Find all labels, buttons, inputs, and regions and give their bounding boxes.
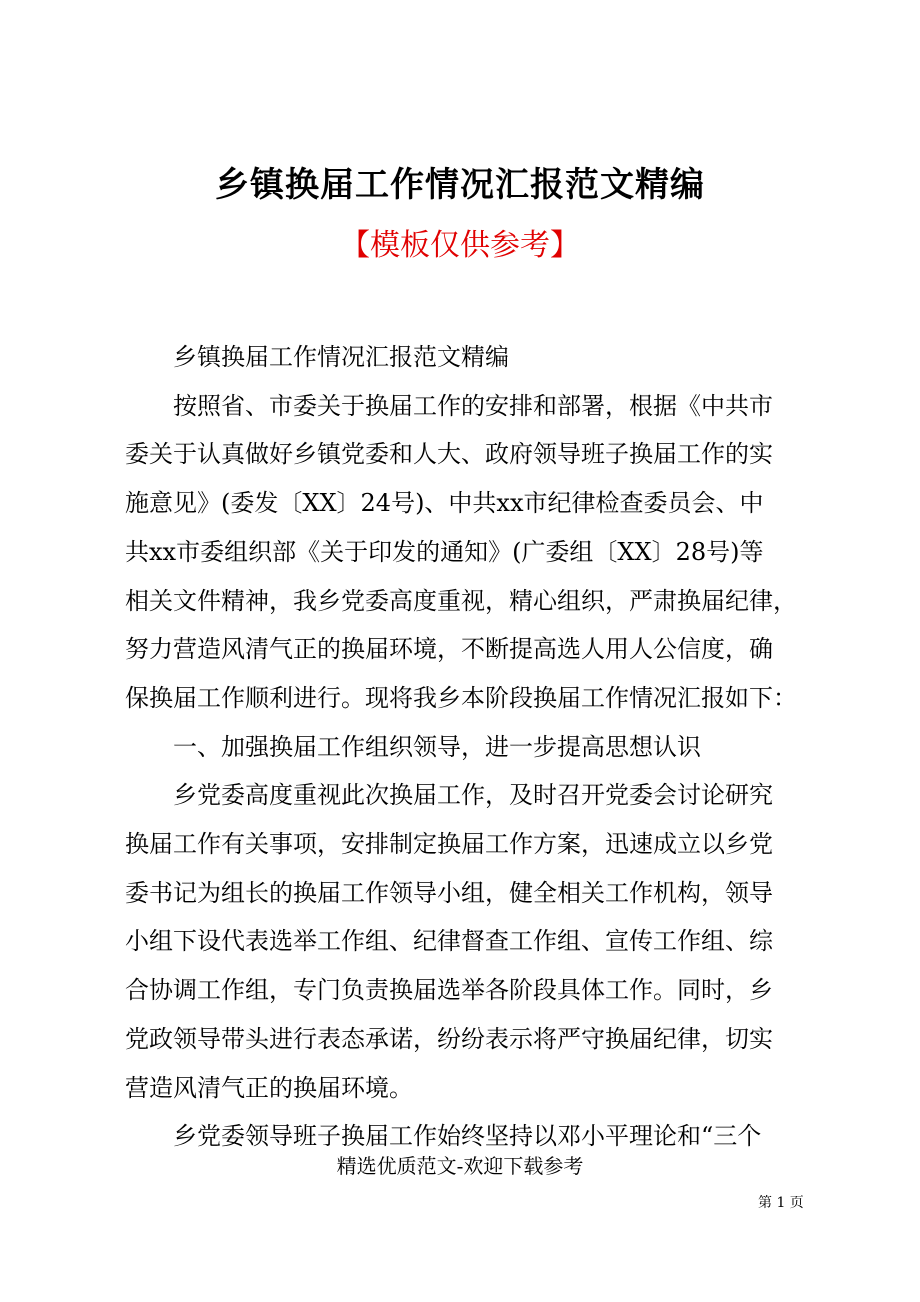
text-line: 合协调工作组，专门负责换届选举各阶段具体工作。同时，乡 xyxy=(125,976,773,1005)
text-line: 一、加强换届工作组织领导，进一步提高思想认识 xyxy=(173,732,701,761)
text-line: 相关文件精神，我乡党委高度重视，精心组织，严肃换届纪律， xyxy=(125,586,797,615)
paragraph-section-1 xyxy=(125,771,801,1112)
text-line: 换届工作有关事项，安排制定换届工作方案，迅速成立以乡党 xyxy=(125,830,773,859)
text-line: 努力营造风清气正的换届环境，不断提高选人用人公信度，确 xyxy=(125,635,773,664)
text-line: 按照省、市委关于换届工作的安排和部署，根据《中共市 xyxy=(173,391,773,420)
template-notice: 【模板仅供参考】 xyxy=(340,228,580,263)
text-line: 保换届工作顺利进行。现将我乡本阶段换届工作情况汇报如下： xyxy=(125,683,797,712)
page-number: 第 1 页 xyxy=(758,1195,804,1211)
document-title: 乡镇换届工作情况汇报范文精编 xyxy=(215,165,705,205)
text-line: 委关于认真做好乡镇党委和人大、政府领导班子换届工作的实 xyxy=(125,440,773,469)
paragraph-heading-repeat xyxy=(125,333,801,382)
text-line: 共xx市委组织部《关于印发的通知》(广委组〔XX〕28号)等 xyxy=(125,537,764,566)
text-line: 乡党委高度重视此次换届工作，及时召开党委会讨论研究 xyxy=(173,781,773,810)
text-line: 乡党委领导班子换届工作始终坚持以邓小平理论和“三个 xyxy=(173,1122,762,1151)
text-line: 党政领导带头进行表态承诺，纷纷表示将严守换届纪律，切实 xyxy=(125,1024,773,1053)
paragraph-intro xyxy=(125,382,801,723)
document-body xyxy=(125,333,801,1161)
section-heading-1 xyxy=(125,723,801,772)
text-line: 施意见》(委发〔XX〕24号)、中共xx市纪律检查委员会、中 xyxy=(125,489,764,518)
text-line: 乡镇换届工作情况汇报范文精编 xyxy=(173,343,509,371)
text-line: 营造风清气正的换届环境。 xyxy=(125,1073,413,1102)
footer-note: 精选优质范文-欢迎下载参考 xyxy=(336,1154,584,1178)
text-line: 委书记为组长的换届工作领导小组，健全相关工作机构，领导 xyxy=(125,878,773,907)
text-line: 小组下设代表选举工作组、纪律督查工作组、宣传工作组、综 xyxy=(125,927,773,956)
